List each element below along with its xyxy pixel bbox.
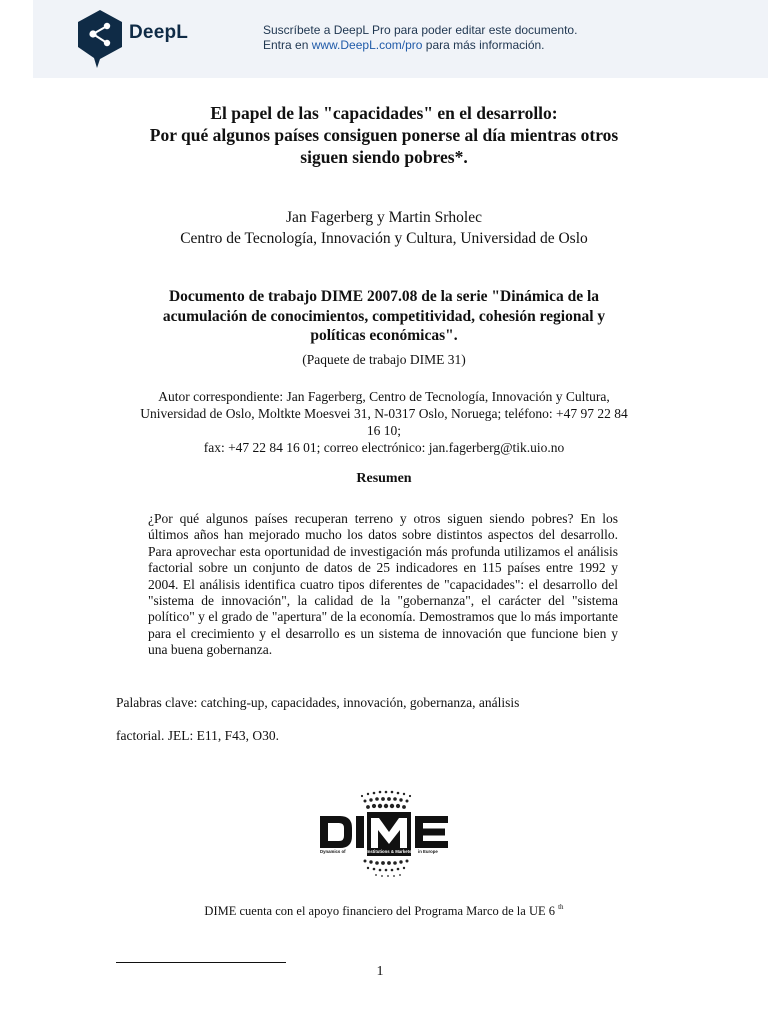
deepl-brand-name[interactable]: DeepL: [129, 22, 189, 43]
dime-letter-d: [320, 816, 352, 848]
page-number: 1: [376, 964, 384, 979]
banner-line-2-prefix: Entra en: [263, 38, 309, 52]
corresponding-line: fax: +47 22 84 16 01; correo electrónico: jan.fagerberg@tik.uio.no: [203, 440, 565, 455]
funding-superscript: th: [558, 903, 564, 911]
deepl-pro-link[interactable]: www.DeepL.com/pro: [311, 38, 423, 52]
paper-title: [110, 102, 658, 168]
work-package: (Paquete de trabajo DIME 31): [302, 352, 466, 367]
paper-title-line: siguen siendo pobres*.: [300, 147, 468, 167]
dime-logo: [318, 790, 452, 880]
working-paper-line: acumulación de conocimientos, competitividad, cohesión regional y: [162, 307, 606, 325]
abstract-heading: Resumen: [356, 471, 412, 486]
dime-caption-center: Institutions & Markets: [366, 849, 412, 854]
keywords-line-2: factorial. JEL: E11, F43, O30.: [116, 728, 279, 743]
paper-title-line: Por qué algunos países consiguen ponerse al día mientras otros: [149, 125, 619, 145]
dime-letter-i: [356, 816, 364, 848]
banner-message: [263, 23, 577, 53]
dime-caption-right: in Europe: [418, 849, 438, 854]
dime-letter-e: [415, 816, 448, 848]
dime-caption-left: Dynamics of: [320, 849, 346, 854]
abstract-text: ¿Por qué algunos países recuperan terreno y otros siguen siendo pobres? En los últimos años han mejorado mucho los datos sobre distintos aspectos del desarrollo. Para aprovechar esta oportunidad de investigación más profunda utilizamos el análisis factorial sobre un conjunto de datos de 25 indicadores en 115 países entre 1992 y 2004. El análisis identifica cuatro tipos diferentes de "capacidades": el desarrollo del "sistema de innovación", la calidad de la "gobernanza", el carácter del "sistema político" y el grado de "apertura" de la economía. Demostramos que lo más importante para el crecimiento y el desarrollo es un sistema de innovación que funcione bien y una buena gobernanza.: [148, 511, 618, 658]
funding-note: [110, 899, 658, 919]
deepl-logo-icon[interactable]: [76, 9, 124, 69]
footnote-divider: [116, 962, 286, 963]
affiliation: Centro de Tecnología, Innovación y Cultura, Universidad de Oslo: [180, 230, 588, 247]
banner-line-2: [263, 38, 577, 53]
banner-line-2-suffix: para más información.: [425, 38, 545, 52]
working-paper-line: políticas económicas".: [310, 327, 458, 344]
funding-text: DIME cuenta con el apoyo financiero del Programa Marco de la UE 6: [204, 904, 555, 918]
deepl-banner: [33, 0, 768, 78]
corresponding-author: [118, 388, 650, 456]
author-block: [110, 207, 658, 249]
banner-line-1: Suscríbete a DeepL Pro para poder editar este documento.: [263, 23, 578, 37]
working-paper-line: Documento de trabajo DIME 2007.08 de la serie "Dinámica de la: [168, 288, 600, 305]
working-paper-series: [130, 287, 638, 346]
corresponding-line: 16 10;: [366, 423, 402, 438]
corresponding-line: Autor correspondiente: Jan Fagerberg, Centro de Tecnología, Innovación y Cultura,: [158, 389, 610, 404]
paper-title-line: El papel de las "capacidades" en el desarrollo:: [210, 103, 558, 123]
corresponding-line: Universidad de Oslo, Moltkte Moesvei 31, N-0317 Oslo, Noruega; teléfono: +47 97 22 84: [140, 406, 628, 421]
keywords-line-1: Palabras clave: catching-up, capacidades, innovación, gobernanza, análisis: [116, 695, 520, 710]
authors: Jan Fagerberg y Martin Srholec: [286, 209, 482, 226]
